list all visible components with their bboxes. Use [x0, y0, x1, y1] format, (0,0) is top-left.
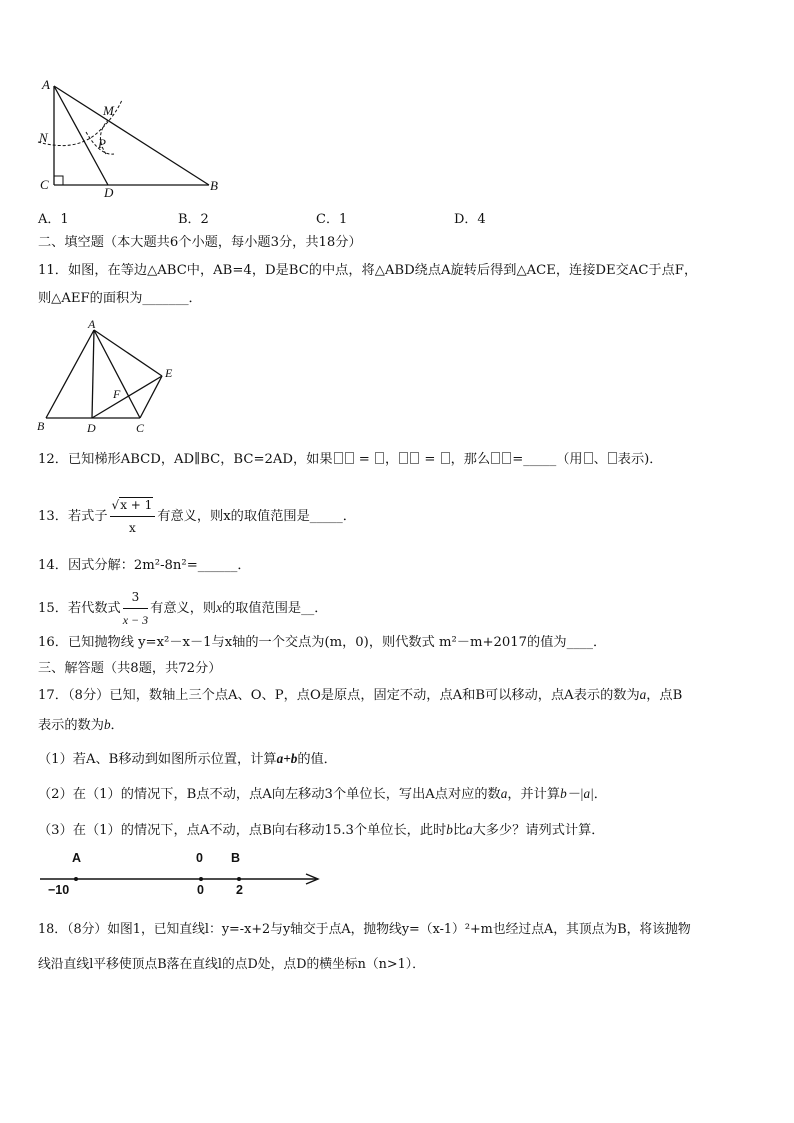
q17-sub1-tail: 的值．	[297, 752, 337, 767]
q12-text-e: 、	[593, 452, 607, 467]
option-b: B．2	[178, 212, 209, 227]
q15-var: x	[216, 600, 222, 615]
value-a-label: −10	[48, 883, 70, 897]
section-fill-in-heading: 二、填空题（本大题共6个小题，每小题3分，共18分）	[38, 235, 362, 250]
option-a: A．1	[38, 212, 69, 227]
q15-text-c: 的取值范围是__．	[221, 601, 328, 616]
question-16: 16．已知抛物线 y=x²－x－1与x轴的一个交点为(m，0)，则代数式 m²－m+2017的值为____．	[38, 635, 607, 650]
point-a-dot	[74, 877, 78, 881]
vector-ab	[333, 451, 355, 466]
question-14: 14．因式分解：2m²-8n²=______．	[38, 558, 251, 573]
side-ac	[94, 330, 140, 418]
question-18-line2: 线沿直线l平移使顶点B落在直线l的点D处，点D的横坐标n（n>1）．	[38, 957, 425, 972]
option-d: D．4	[454, 212, 486, 227]
question-11-line1: 11．如图，在等边△ABC中，AB=4，D是BC的中点，将△ABD绕点A旋转后得到△ACE，连接DE交AC于点F，	[38, 263, 698, 278]
side-ab	[46, 330, 94, 418]
label-a: A	[42, 77, 50, 92]
point-b-label: B	[231, 851, 241, 865]
q17-sub3-var-b: b	[446, 822, 453, 837]
fraction-3	[123, 586, 148, 631]
segment-ad	[92, 330, 94, 418]
label-d: D	[104, 185, 114, 200]
point-o-label: 0	[196, 851, 203, 865]
q12-text-b: ，	[385, 452, 399, 467]
label-d: D	[87, 421, 96, 435]
question-17-sub2	[38, 785, 607, 804]
label-c: C	[136, 421, 145, 435]
q13-denominator: x	[129, 521, 136, 535]
q17-sub2-end: ．	[593, 787, 607, 802]
label-b: B	[210, 178, 218, 193]
q15-text-a: 15．若代数式	[38, 601, 121, 616]
q17-sub2-tail: ，并计算	[507, 787, 561, 802]
label-b: B	[37, 419, 45, 433]
point-o-dot	[199, 877, 203, 881]
q17-text: 17．（8分）已知，数轴上三个点A、O、P，点O是原点，固定不动，点A和B可以移动，点A表示的数为	[38, 688, 640, 703]
label-e: E	[165, 366, 173, 380]
label-c: C	[40, 177, 49, 192]
q17-sub2-var: a	[500, 786, 508, 801]
q17-sub3-text: （3）在（1）的情况下，点A不动，点B向右移动15.3个单位长，此时	[38, 823, 447, 838]
q17-sub3-var-a: a	[466, 822, 473, 837]
q15-text-b: 有意义，则	[150, 601, 217, 616]
point-a-label: A	[72, 851, 82, 865]
number-line	[40, 868, 330, 890]
q12-text-d: =_____（用	[512, 452, 583, 467]
segment-ae	[94, 330, 162, 376]
question-15	[38, 586, 327, 631]
q17-sub1-expr: a+b	[276, 751, 298, 766]
q15-numerator: 3	[123, 586, 148, 609]
question-17-line2	[38, 716, 124, 735]
q17-sub2-text: （2）在（1）的情况下，B点不动，点A向左移动3个单位长，写出A点对应的数	[38, 787, 501, 802]
q13-text-a: 13．若式子	[38, 509, 108, 524]
section-solution-heading: 三、解答题（共8题，共72分）	[38, 661, 222, 676]
label-p: P	[98, 136, 106, 151]
q12-text-f: 表示)．	[617, 452, 663, 467]
q17-sub1-text: （1）若A、B移动到如图所示位置，计算	[38, 752, 277, 767]
value-b-label: 2	[236, 883, 243, 897]
vector-b	[440, 451, 451, 466]
side-ab	[54, 86, 209, 185]
label-a: A	[88, 317, 96, 331]
q17-line2-text: 表示的数为	[38, 718, 104, 733]
vector-a	[374, 451, 385, 466]
question-17-sub1	[38, 750, 337, 769]
label-m: M	[103, 103, 114, 118]
q17-var-a: a	[639, 687, 647, 702]
vector-b-ref	[608, 452, 617, 464]
fraction-sqrt: $\frac{√x + 1}{x}$	[110, 494, 156, 539]
point-b-dot	[237, 877, 241, 881]
q17-sub3-mid: 比	[452, 823, 467, 838]
q17-sub3-tail: 大多少？请列式计算．	[472, 823, 605, 838]
question-13	[38, 494, 356, 539]
value-o-label: 0	[197, 883, 204, 897]
question-17-line1	[38, 686, 682, 705]
q13-numerator: x + 1	[120, 498, 153, 512]
question-17-sub3	[38, 821, 604, 840]
q15-denominator: x − 3	[122, 613, 149, 627]
figure-2	[34, 316, 184, 438]
question-12: 12．已知梯形ABCD，AD∥BC，BC=2AD，如果 = ， = ，那么 =_____（用 、 表示)．	[38, 452, 663, 467]
option-c: C．1	[316, 212, 348, 227]
right-angle-mark	[54, 176, 63, 185]
vector-a-ref	[584, 452, 593, 464]
label-f: F	[113, 387, 121, 401]
question-18-line1: 18．（8分）如图1，已知直线l：y=-x+2与y轴交于点A，抛物线y=（x-1）²+m也经过点A，其顶点为B，将该抛物	[38, 922, 691, 937]
vector-dc	[490, 451, 512, 466]
q17-sub2-expr: b－|a|	[560, 786, 594, 801]
q17-var-b: b	[103, 717, 111, 732]
q13-text-b: 有意义，则x的取值范围是_____．	[157, 509, 356, 524]
q17-tail: ，点B	[646, 688, 683, 703]
label-n: N	[39, 130, 48, 145]
figure-1	[34, 74, 234, 200]
q17-line2-tail: ．	[110, 718, 124, 733]
question-11-line2: 则△AEF的面积为_______．	[38, 291, 202, 306]
q12-text-a: 12．已知梯形ABCD，AD∥BC，BC=2AD，如果	[38, 452, 333, 467]
q12-text-c: ，那么	[450, 452, 491, 467]
vector-ad	[398, 451, 420, 466]
